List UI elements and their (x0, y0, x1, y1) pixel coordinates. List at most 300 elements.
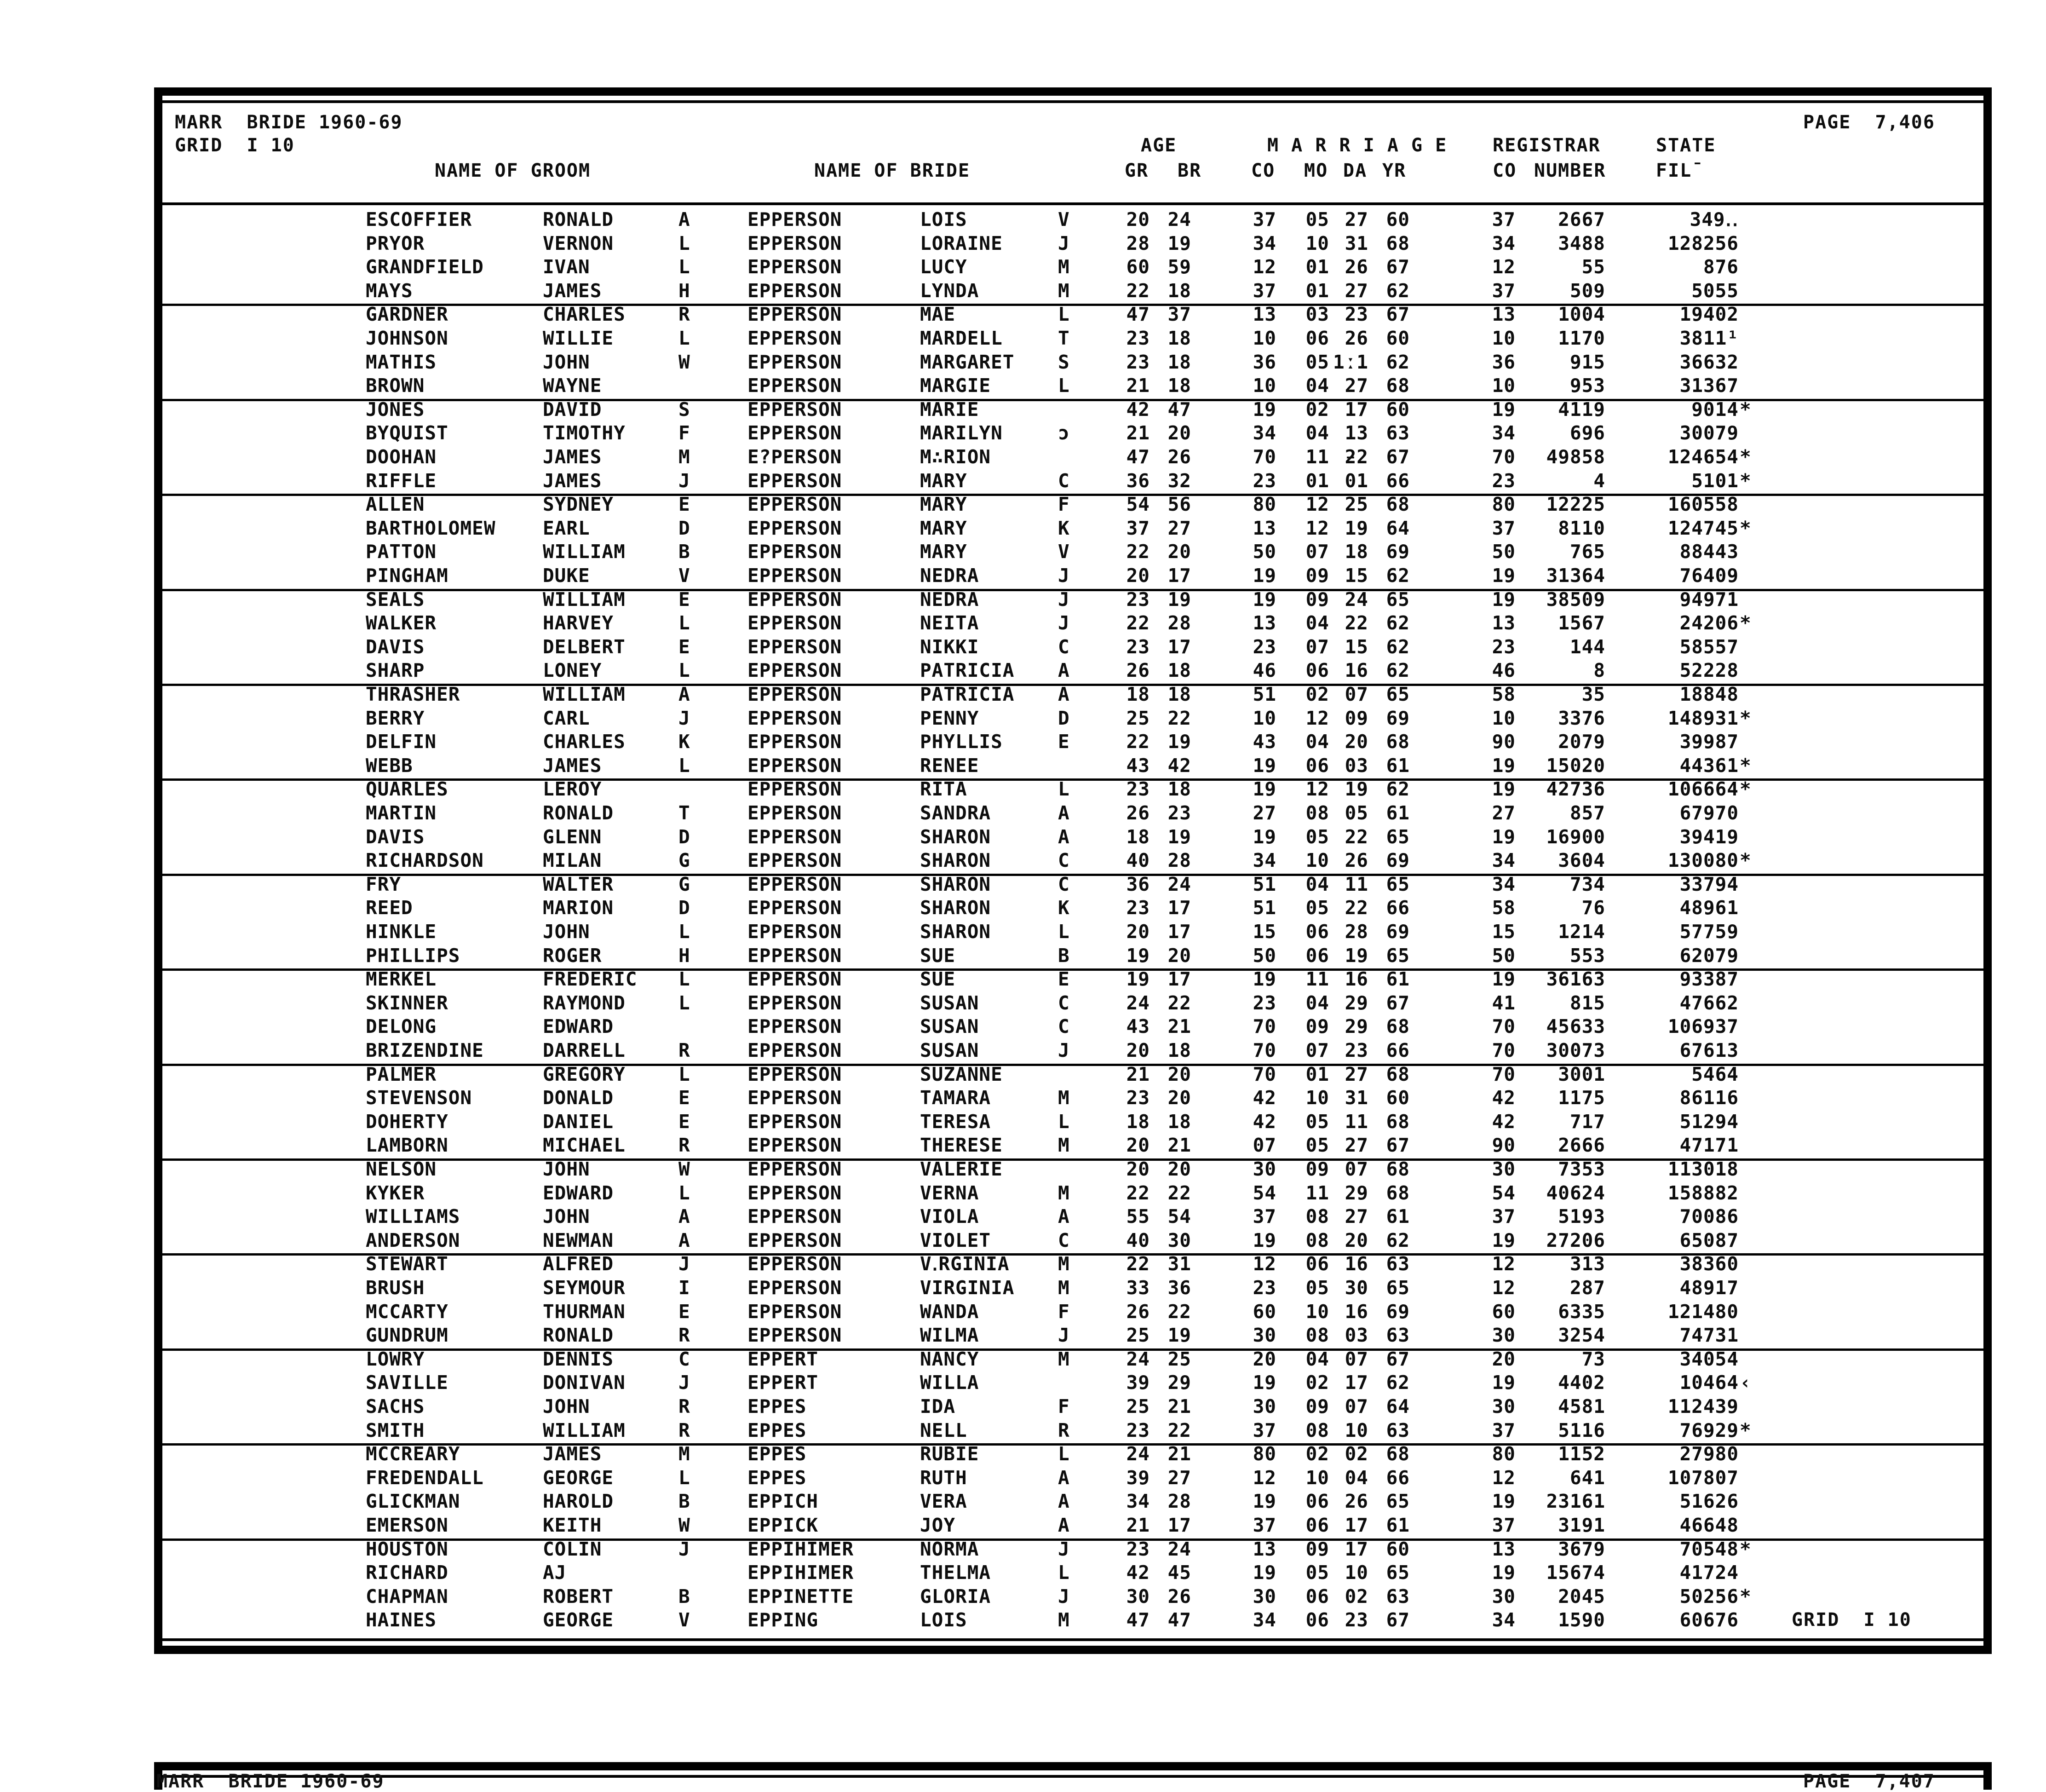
marriage-year: 68 (1386, 1158, 1410, 1180)
groom-first-name: GREGORY (543, 1063, 626, 1085)
table-row (0, 1348, 2046, 1371)
registrar-number: 55 (1581, 256, 1605, 278)
table-row (0, 896, 2046, 920)
marriage-day: 29 (1345, 991, 1368, 1014)
groom-first-name: JOHN (543, 1158, 590, 1180)
marriage-month: 04 (1305, 612, 1329, 634)
bride-middle-initial: C (1058, 873, 1070, 895)
marriage-county: 15 (1253, 921, 1276, 943)
table-row (0, 1324, 2046, 1347)
groom-age: 23 (1126, 1538, 1150, 1560)
marriage-year: 65 (1386, 1562, 1410, 1584)
groom-heading: NAME OF GROOM (435, 160, 591, 181)
bride-first-name: PHYLLIS (920, 731, 1003, 753)
marriage-year: 69 (1386, 707, 1410, 729)
bride-last-name: EPPES (747, 1395, 807, 1417)
groom-last-name: BYQUIST (366, 422, 448, 444)
marriage-year: 68 (1386, 1063, 1410, 1085)
registrar-number: 3604 (1558, 849, 1605, 872)
groom-last-name: MARTIN (366, 802, 437, 824)
marriage-county: 10 (1253, 327, 1276, 349)
marriage-year: 67 (1386, 303, 1410, 326)
bride-last-name: EPPINETTE (747, 1585, 854, 1608)
bride-age: 27 (1167, 517, 1191, 539)
state-file-number: 86116 (1679, 1087, 1739, 1109)
marriage-month: 12 (1305, 517, 1329, 539)
groom-age: 34 (1126, 1490, 1150, 1513)
marriage-day: 23 (1345, 303, 1368, 326)
registrar-number: 15674 (1546, 1562, 1605, 1584)
marriage-year: 60 (1386, 208, 1410, 230)
groom-first-name: JAMES (543, 446, 602, 468)
groom-age: 24 (1126, 1348, 1150, 1370)
marriage-day: 02 (1345, 1443, 1368, 1465)
groom-age: 24 (1126, 991, 1150, 1014)
marriage-month: 08 (1305, 1229, 1329, 1251)
marriage-county: 51 (1253, 683, 1276, 705)
groom-last-name: MATHIS (366, 351, 437, 373)
bride-middle-initial: F (1058, 1395, 1070, 1417)
registrar-county: 19 (1492, 588, 1516, 611)
state-file-number: 70086 (1679, 1205, 1739, 1228)
bride-first-name: PATRICIA (920, 659, 1015, 682)
bride-first-name: PATRICIA (920, 683, 1015, 705)
bride-middle-initial: A (1058, 1514, 1070, 1536)
registrar-county: 37 (1492, 279, 1516, 302)
bride-last-name: EPPERSON (747, 991, 842, 1014)
bride-middle-initial: A (1058, 1205, 1070, 1228)
registrar-county: 42 (1492, 1110, 1516, 1133)
table-row (0, 564, 2046, 588)
groom-last-name: BRIZENDINE (366, 1039, 484, 1061)
bride-last-name: EPPES (747, 1466, 807, 1489)
bride-first-name: SHARON (920, 849, 991, 872)
groom-first-name: MICHAEL (543, 1134, 626, 1157)
marriage-year: 63 (1386, 1253, 1410, 1275)
registrar-number: 3191 (1558, 1514, 1605, 1536)
marriage-county: 70 (1253, 1063, 1276, 1085)
state-file-number: 3811¹ (1679, 327, 1739, 349)
marriage-day: 07 (1345, 683, 1368, 705)
registrar-number: 8110 (1558, 517, 1605, 539)
groom-last-name: DAVIS (366, 635, 425, 658)
groom-first-name: WAYNE (543, 375, 602, 397)
registrar-county: 50 (1492, 944, 1516, 967)
bride-last-name: EPPERSON (747, 565, 842, 587)
groom-first-name: JOHN (543, 351, 590, 373)
marriage-year: 69 (1386, 921, 1410, 943)
groom-age: 54 (1126, 493, 1150, 516)
groom-last-name: SAVILLE (366, 1371, 448, 1394)
state-file-number: 88443 (1679, 541, 1739, 563)
groom-age: 21 (1126, 375, 1150, 397)
registrar-county: 23 (1492, 635, 1516, 658)
bride-first-name: VALERIE (920, 1158, 1003, 1180)
registrar-county: 37 (1492, 517, 1516, 539)
state-file-number: 30079 (1679, 422, 1739, 444)
state-file-number: 93387 (1679, 968, 1739, 991)
marriage-county: 19 (1253, 1490, 1276, 1513)
marriage-year: 60 (1386, 398, 1410, 421)
bride-age: 18 (1167, 683, 1191, 705)
registrar-number: 144 (1569, 635, 1605, 658)
bride-middle-initial: B (1058, 944, 1070, 967)
marriage-county: 19 (1253, 1562, 1276, 1584)
registrar-number: 2045 (1558, 1585, 1605, 1608)
frame-inner-bottom-rule (162, 1638, 1983, 1641)
groom-last-name: WALKER (366, 612, 437, 634)
marriage-year: 61 (1386, 1205, 1410, 1228)
marriage-day: 01 (1345, 469, 1368, 492)
bride-first-name: NIKKI (920, 635, 979, 658)
groom-age: 20 (1126, 921, 1150, 943)
groom-last-name: RICHARD (366, 1562, 448, 1584)
groom-age: 21 (1126, 422, 1150, 444)
groom-first-name: WILLIAM (543, 1419, 626, 1441)
marriage-county: 13 (1253, 1538, 1276, 1560)
bride-last-name: EPPERSON (747, 1229, 842, 1251)
groom-first-name: HARVEY (543, 612, 614, 634)
groom-middle-initial: W (678, 1514, 690, 1536)
bride-age: 19 (1167, 731, 1191, 753)
bride-age: 17 (1167, 897, 1191, 919)
amended-mark: ‹ (1740, 1371, 1752, 1394)
state-file-number: 27980 (1679, 1443, 1739, 1465)
marriage-county: 34 (1253, 422, 1276, 444)
bride-middle-initial: M (1058, 1087, 1070, 1109)
groom-last-name: LOWRY (366, 1348, 425, 1370)
marriage-month: 12 (1305, 707, 1329, 729)
bride-first-name: MARDELL (920, 327, 1003, 349)
marriage-month: 02 (1305, 398, 1329, 421)
marriage-year: 63 (1386, 422, 1410, 444)
marriage-month: 08 (1305, 1324, 1329, 1347)
bride-first-name: VIOLA (920, 1205, 979, 1228)
marriage-day: 17 (1345, 1538, 1368, 1560)
bride-age: 25 (1167, 1348, 1191, 1370)
bride-age: 30 (1167, 1229, 1191, 1251)
marriage-month: 12 (1305, 493, 1329, 516)
registrar-number: 641 (1569, 1466, 1605, 1489)
marriage-county: 42 (1253, 1087, 1276, 1109)
groom-first-name: LEROY (543, 778, 602, 801)
bride-middle-initial: K (1058, 517, 1070, 539)
marriage-day: 15 (1345, 635, 1368, 658)
groom-middle-initial: B (678, 1585, 690, 1608)
bride-last-name: EPPERSON (747, 1181, 842, 1204)
marriage-day: 20 (1345, 1229, 1368, 1251)
marriage-year: 68 (1386, 1110, 1410, 1133)
bride-age: 17 (1167, 565, 1191, 587)
marriage-year: 69 (1386, 1300, 1410, 1323)
marriage-day: 02 (1345, 1585, 1368, 1608)
state-file-number: 19402 (1679, 303, 1739, 326)
groom-first-name: DUKE (543, 565, 590, 587)
state-file-number: 106664 (1667, 778, 1739, 801)
bride-first-name: MARY (920, 469, 967, 492)
bride-first-name: SHARON (920, 873, 991, 895)
marriage-month: 06 (1305, 1585, 1329, 1608)
registrar-number: 4 (1593, 469, 1605, 492)
groom-first-name: ALFRED (543, 1253, 614, 1275)
marriage-county: 54 (1253, 1181, 1276, 1204)
state-file-number: 113018 (1667, 1158, 1739, 1180)
groom-last-name: ALLEN (366, 493, 425, 516)
groom-middle-initial: L (678, 256, 690, 278)
state-file-number: 44361 (1679, 754, 1739, 777)
marriage-month: 02 (1305, 683, 1329, 705)
bride-age: 20 (1167, 541, 1191, 563)
bride-middle-initial: L (1058, 1443, 1070, 1465)
bride-age: 20 (1167, 1063, 1191, 1085)
groom-first-name: CARL (543, 707, 590, 729)
marriage-county: 12 (1253, 1466, 1276, 1489)
registrar-county: 37 (1492, 208, 1516, 230)
marriage-year: 62 (1386, 565, 1410, 587)
bride-age: 19 (1167, 232, 1191, 254)
marriage-day: 19 (1345, 778, 1368, 801)
marriage-day: 25 (1345, 493, 1368, 516)
registrar-number: 4402 (1558, 1371, 1605, 1394)
marriage-year: 66 (1386, 897, 1410, 919)
bride-age: 45 (1167, 1562, 1191, 1584)
marriage-county: 70 (1253, 1015, 1276, 1038)
bride-middle-initial: M (1058, 1277, 1070, 1299)
bride-last-name: EPPERSON (747, 1324, 842, 1347)
bride-first-name: TAMARA (920, 1087, 991, 1109)
amended-mark: * (1740, 469, 1752, 492)
groom-middle-initial: J (678, 1371, 690, 1394)
state-file-number: 47171 (1679, 1134, 1739, 1157)
bride-first-name: NELL (920, 1419, 967, 1441)
bride-age: 20 (1167, 1158, 1191, 1180)
bride-last-name: EPPERSON (747, 493, 842, 516)
groom-last-name: PHILLIPS (366, 944, 460, 967)
groom-last-name: ANDERSON (366, 1229, 460, 1251)
table-row (0, 683, 2046, 706)
marriage-county: 19 (1253, 825, 1276, 848)
frame-inner-top-rule (162, 100, 1983, 103)
marriage-day: 26 (1345, 849, 1368, 872)
bride-middle-initial: J (1058, 1039, 1070, 1061)
bride-middle-initial: A (1058, 683, 1070, 705)
registrar-county: 42 (1492, 1087, 1516, 1109)
groom-first-name: VERNON (543, 232, 614, 254)
groom-middle-initial: G (678, 849, 690, 872)
bride-last-name: EPPERSON (747, 683, 842, 705)
groom-middle-initial: L (678, 1466, 690, 1489)
bride-last-name: EPPERSON (747, 635, 842, 658)
marriage-year: 61 (1386, 802, 1410, 824)
registrar-number: 287 (1569, 1277, 1605, 1299)
registrar-county: 70 (1492, 1063, 1516, 1085)
bride-last-name: EPPERSON (747, 588, 842, 611)
groom-middle-initial: L (678, 612, 690, 634)
bride-first-name: THELMA (920, 1562, 991, 1584)
table-row (0, 421, 2046, 445)
table-row (0, 1110, 2046, 1134)
bride-last-name: EPPERSON (747, 1277, 842, 1299)
marriage-county: 19 (1253, 588, 1276, 611)
groom-last-name: RICHARDSON (366, 849, 484, 872)
bride-last-name: EPPERSON (747, 422, 842, 444)
groom-age: 22 (1126, 1181, 1150, 1204)
bride-first-name: NEDRA (920, 565, 979, 587)
bride-middle-initial: M (1058, 1609, 1070, 1631)
bride-middle-initial: J (1058, 588, 1070, 611)
bride-first-name: IDA (920, 1395, 956, 1417)
marriage-day: 28 (1345, 921, 1368, 943)
groom-age: 26 (1126, 1300, 1150, 1323)
groom-middle-initial: H (678, 944, 690, 967)
registrar-county: 36 (1492, 351, 1516, 373)
groom-first-name: WALTER (543, 873, 614, 895)
bride-middle-initial: C (1058, 1229, 1070, 1251)
bride-age: 47 (1167, 398, 1191, 421)
marriage-year: 62 (1386, 778, 1410, 801)
bride-middle-initial: V (1058, 208, 1070, 230)
marriage-day: ƻ2 (1345, 446, 1368, 468)
marriage-county: 23 (1253, 1277, 1276, 1299)
marriage-day: 20 (1345, 731, 1368, 753)
registrar-county: 13 (1492, 1538, 1516, 1560)
bride-last-name: EPPERSON (747, 707, 842, 729)
marriage-county: 19 (1253, 398, 1276, 421)
state-file-number: 34054 (1679, 1348, 1739, 1370)
groom-middle-initial: V (678, 1609, 690, 1631)
state-file-number: 65087 (1679, 1229, 1739, 1251)
marriage-year: 62 (1386, 1371, 1410, 1394)
bride-last-name: EPPERT (747, 1371, 819, 1394)
marriage-month: 06 (1305, 944, 1329, 967)
table-row (0, 517, 2046, 540)
registrar-number: 2079 (1558, 731, 1605, 753)
registrar-county: 13 (1492, 303, 1516, 326)
state-file-number: 124745 (1667, 517, 1739, 539)
marriage-year: 68 (1386, 1181, 1410, 1204)
table-row (0, 1205, 2046, 1228)
bride-first-name: MARIE (920, 398, 979, 421)
registrar-number: 31364 (1546, 565, 1605, 587)
registrar-number: 16900 (1546, 825, 1605, 848)
bride-age: 17 (1167, 1514, 1191, 1536)
state-file-number: 124654 (1667, 446, 1739, 468)
page-number: PAGE 7,406 (1803, 112, 1935, 133)
marriage-year: 60 (1386, 1538, 1410, 1560)
groom-middle-initial: L (678, 659, 690, 682)
bride-middle-initial: C (1058, 635, 1070, 658)
next-page-number: PAGE 7,407 (1803, 1771, 1935, 1792)
bride-middle-initial: J (1058, 612, 1070, 634)
bride-middle-initial: J (1058, 1585, 1070, 1608)
bride-first-name: RENEE (920, 754, 979, 777)
marriage-day: 18 (1345, 541, 1368, 563)
groom-age: 20 (1126, 1158, 1150, 1180)
marriage-county: 19 (1253, 1371, 1276, 1394)
bride-age: 36 (1167, 1277, 1191, 1299)
registrar-county: 80 (1492, 1443, 1516, 1465)
table-row (0, 1419, 2046, 1442)
amended-mark: * (1740, 612, 1752, 634)
groom-age: 47 (1126, 303, 1150, 326)
groom-last-name: GUNDRUM (366, 1324, 448, 1347)
registrar-county: 34 (1492, 232, 1516, 254)
marriage-heading: M A R R I A G E (1267, 135, 1448, 156)
marriage-county: 80 (1253, 1443, 1276, 1465)
bride-age: 17 (1167, 968, 1191, 991)
marriage-day: 04 (1345, 1466, 1368, 1489)
bride-middle-initial: F (1058, 1300, 1070, 1323)
state-file-number: 48961 (1679, 897, 1739, 919)
groom-middle-initial: M (678, 1443, 690, 1465)
table-row (0, 279, 2046, 303)
marriage-county: 13 (1253, 612, 1276, 634)
marriage-day: 27 (1345, 1134, 1368, 1157)
next-page-frame (154, 1762, 1992, 1790)
bride-first-name: LYNDA (920, 279, 979, 302)
registrar-number: 3679 (1558, 1538, 1605, 1560)
marriage-year: 67 (1386, 1134, 1410, 1157)
groom-middle-initial: J (678, 1253, 690, 1275)
groom-first-name: JOHN (543, 1395, 590, 1417)
groom-age: 40 (1126, 1229, 1150, 1251)
bride-last-name: EPPICH (747, 1490, 819, 1513)
registrar-county-heading: CO (1493, 160, 1517, 181)
registrar-county: 12 (1492, 256, 1516, 278)
bride-age: 26 (1167, 446, 1191, 468)
table-row (0, 1086, 2046, 1110)
marriage-month: 07 (1305, 1039, 1329, 1061)
state-file-number: 41724 (1679, 1562, 1739, 1584)
marriage-year: 61 (1386, 968, 1410, 991)
groom-first-name: KEITH (543, 1514, 602, 1536)
registrar-number: 8 (1593, 659, 1605, 682)
marriage-county: 37 (1253, 1205, 1276, 1228)
bride-first-name: SUSAN (920, 1039, 979, 1061)
groom-age: 23 (1126, 588, 1150, 611)
registrar-county: 12 (1492, 1277, 1516, 1299)
state-file-number: 52228 (1679, 659, 1739, 682)
table-row (0, 493, 2046, 516)
registrar-number: 1175 (1558, 1087, 1605, 1109)
groom-last-name: PATTON (366, 541, 437, 563)
state-file-number: 60676 (1679, 1609, 1739, 1631)
bride-middle-initial: F (1058, 493, 1070, 516)
bride-last-name: EPPERSON (747, 968, 842, 991)
bride-age: 21 (1167, 1134, 1191, 1157)
registrar-number: 1152 (1558, 1443, 1605, 1465)
marriage-county: 70 (1253, 446, 1276, 468)
groom-age: 39 (1126, 1466, 1150, 1489)
table-row (0, 1608, 2046, 1632)
bride-age: 18 (1167, 778, 1191, 801)
table-row (0, 1015, 2046, 1038)
bride-age: 18 (1167, 1110, 1191, 1133)
groom-age: 24 (1126, 1443, 1150, 1465)
marriage-county: 30 (1253, 1395, 1276, 1417)
bride-last-name: EPPIHIMER (747, 1538, 854, 1560)
groom-middle-initial: H (678, 279, 690, 302)
registrar-county: 60 (1492, 1300, 1516, 1323)
bride-first-name: RITA (920, 778, 967, 801)
registrar-number: 38509 (1546, 588, 1605, 611)
bride-middle-initial: S (1058, 351, 1070, 373)
marriage-year: 68 (1386, 375, 1410, 397)
table-row (0, 1466, 2046, 1490)
marriage-month: 06 (1305, 659, 1329, 682)
state-file-number: 5055 (1691, 279, 1739, 302)
bride-first-name: VIOLET (920, 1229, 991, 1251)
